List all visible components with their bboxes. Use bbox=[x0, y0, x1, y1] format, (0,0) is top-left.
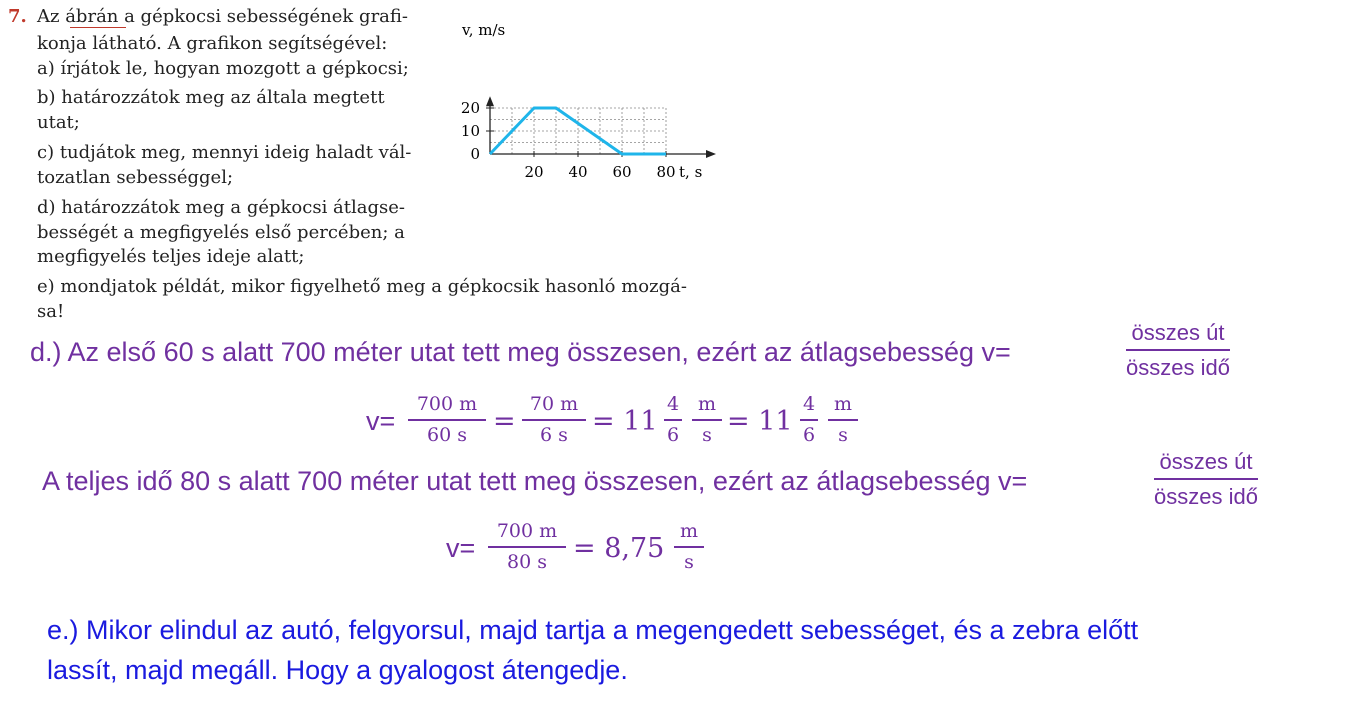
y-tick-label: 0 bbox=[470, 145, 480, 163]
y-axis-arrow bbox=[486, 96, 494, 106]
fraction-m-s: m s bbox=[828, 395, 858, 445]
x-axis-arrow bbox=[706, 150, 716, 158]
y-tick-label: 10 bbox=[460, 122, 480, 140]
equation-lhs: v= bbox=[366, 406, 396, 436]
mixed-number-whole: = 11 bbox=[727, 406, 793, 437]
chart-ticks bbox=[461, 99, 676, 181]
x-tick-label: 60 bbox=[612, 163, 632, 181]
fraction-denominator: összes idő bbox=[1154, 484, 1258, 509]
result-value: = 8,75 bbox=[573, 533, 665, 564]
equation-lhs: v= bbox=[446, 533, 476, 563]
problem-line: sa! bbox=[37, 301, 65, 322]
fraction-4-6: 4 6 bbox=[664, 395, 682, 445]
problem-line: bességét a megfigyelés első percében; a bbox=[37, 222, 405, 243]
avg-speed-definition bbox=[1126, 322, 1230, 379]
answer-d2-text: A teljes idő 80 s alatt 700 méter utat tett meg összesen, ezért az átlagsebesség v= bbox=[42, 466, 1028, 496]
problem-line: tozatlan sebességgel; bbox=[37, 167, 234, 188]
fraction-70m-6s: 70 m 6 s bbox=[522, 395, 586, 445]
velocity-time-chart bbox=[450, 15, 740, 190]
y-axis-label: v, m/s bbox=[462, 21, 506, 39]
underline-decoration bbox=[70, 27, 126, 28]
x-tick-label: 20 bbox=[524, 163, 544, 181]
mixed-number-whole: = 11 bbox=[592, 406, 658, 437]
fraction-bar bbox=[1126, 349, 1230, 351]
fraction-m-s: m s bbox=[692, 395, 722, 445]
problem-line: c) tudjátok meg, mennyi ideig haladt vál- bbox=[37, 142, 412, 163]
problem-line: Az ábrán a gépkocsi sebességének grafi- bbox=[37, 6, 408, 27]
fraction-denominator: összes idő bbox=[1126, 355, 1230, 380]
x-axis-label: t, s bbox=[679, 163, 703, 181]
problem-line: konja látható. A grafikon segítségével: bbox=[37, 33, 388, 54]
chart-grid bbox=[490, 108, 666, 154]
y-tick-label: 20 bbox=[460, 99, 480, 117]
x-tick-label: 80 bbox=[656, 163, 676, 181]
answer-e-line: e.) Mikor elindul az autó, felgyorsul, majd tartja a megengedett sebességet, és a zebra előtt bbox=[47, 615, 1139, 645]
answer-d-text: d.) Az első 60 s alatt 700 méter utat tett meg összesen, ezért az átlagsebesség v= bbox=[30, 337, 1011, 367]
answer-e-line: lassít, majd megáll. Hogy a gyalogost átengedje. bbox=[47, 655, 628, 685]
problem-line: b) határozzátok meg az általa megtett bbox=[37, 87, 385, 108]
fraction-numerator: összes út bbox=[1131, 320, 1225, 345]
problem-number: 7. bbox=[8, 6, 27, 27]
x-tick-label: 40 bbox=[568, 163, 588, 181]
problem-line: d) határozzátok meg a gépkocsi átlagse- bbox=[37, 197, 405, 218]
avg-speed-definition bbox=[1154, 451, 1258, 508]
fraction-numerator: összes út bbox=[1159, 449, 1253, 474]
problem-line: utat; bbox=[37, 112, 80, 133]
equals-sign: = bbox=[493, 406, 516, 437]
problem-line: e) mondjatok példát, mikor figyelhető meg a gépkocsik hasonló mozgá- bbox=[37, 276, 687, 297]
fraction-700m-60s: 700 m 60 s bbox=[408, 395, 486, 445]
problem-line: a) írjátok le, hogyan mozgott a gépkocsi; bbox=[37, 58, 409, 79]
fraction-bar bbox=[1154, 478, 1258, 480]
problem-line: megfigyelés teljes ideje alatt; bbox=[37, 246, 305, 267]
fraction-4-6: 4 6 bbox=[800, 395, 818, 445]
chart-axes bbox=[486, 96, 716, 158]
fraction-700m-80s: 700 m 80 s bbox=[488, 522, 566, 572]
fraction-m-s: m s bbox=[674, 522, 704, 572]
